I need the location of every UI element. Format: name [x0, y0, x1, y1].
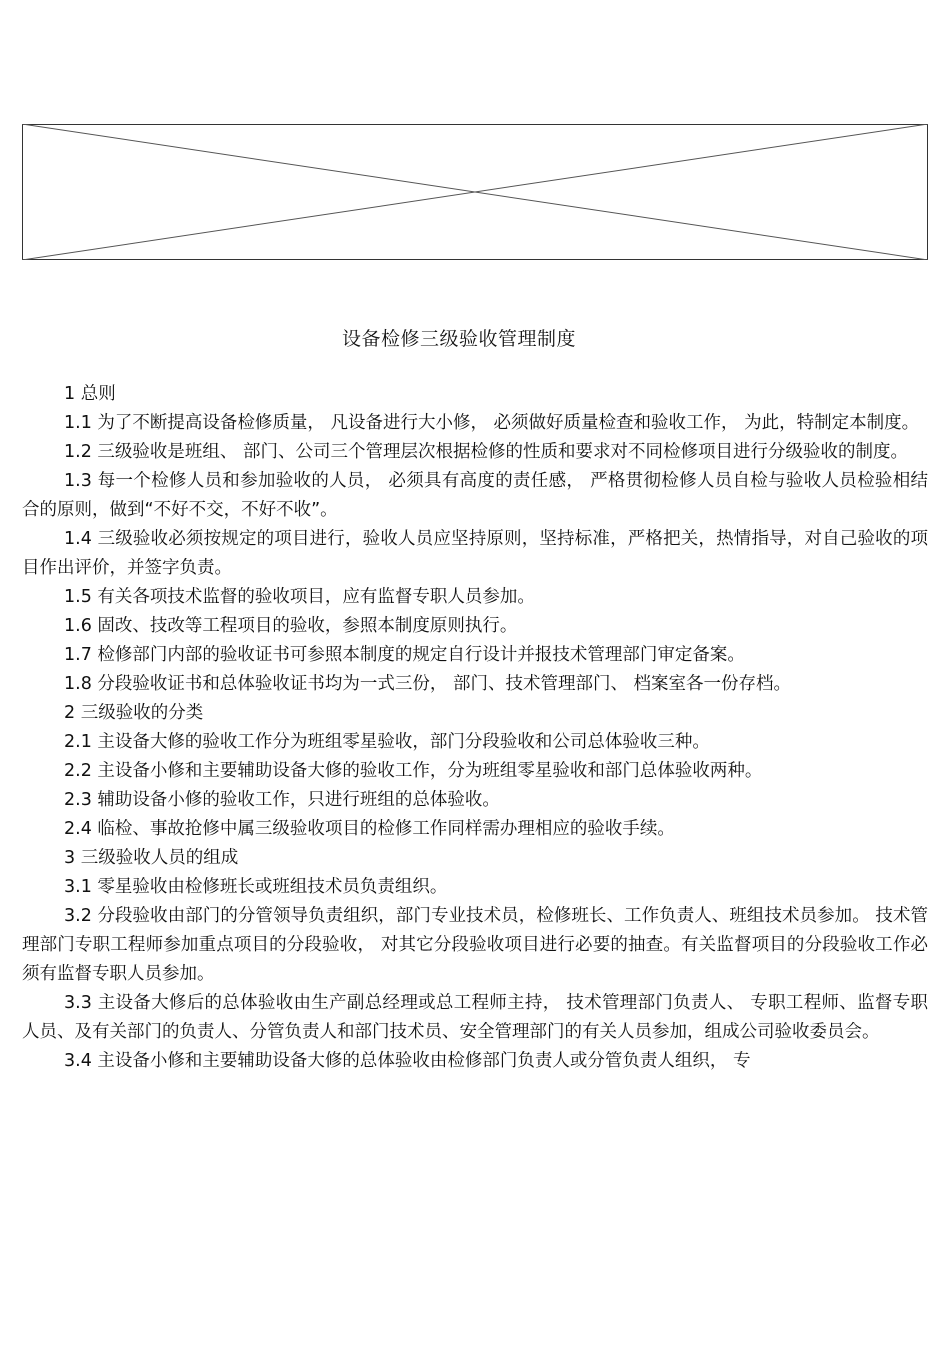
body-paragraph: 1.7 检修部门内部的验收证书可参照本制度的规定自行设计并报技术管理部门审定备案。 — [64, 645, 745, 665]
body-paragraph: 1.3 每一个检修人员和参加验收的人员， 必须具有高度的责任感， 严格贯彻检修人员自检与验收人员检验相结合的原则，做到“不好不交，不好不收”。 — [22, 471, 928, 520]
body-paragraph: 1.8 分段验收证书和总体验收证书均为一式三份， 部门、技术管理部门、 档案室各一份存档。 — [64, 674, 792, 694]
body-paragraph: 3.3 主设备大修后的总体验收由生产副总经理或总工程师主持， 技术管理部门负责人、 专职工程师、监督专职人员、及有关部门的负责人、分管负责人和部门技术员、安全管理部门的有关人员参加，组成公司验收委员会。 — [22, 993, 928, 1042]
body-paragraph: 1.4 三级验收必须按规定的项目进行，验收人员应坚持原则，坚持标准，严格把关，热情指导，对自己验收的项目作出评价，并签字负责。 — [22, 529, 928, 578]
body-paragraph: 2.4 临检、事故抢修中属三级验收项目的检修工作同样需办理相应的验收手续。 — [64, 819, 675, 839]
body-paragraph: 2.3 辅助设备小修的验收工作，只进行班组的总体验收。 — [64, 790, 500, 810]
body-paragraph: 1.6 固改、技改等工程项目的验收，参照本制度原则执行。 — [64, 616, 518, 636]
body-paragraph: 1.5 有关各项技术监督的验收项目，应有监督专职人员参加。 — [64, 587, 535, 607]
section-heading: 3 三级验收人员的组成 — [64, 848, 239, 868]
body-paragraph: 1.1 为了不断提高设备检修质量， 凡设备进行大小修， 必须做好质量检查和验收工作， 为此，特制定本制度。 — [64, 413, 920, 433]
body-paragraph: 3.2 分段验收由部门的分管领导负责组织，部门专业技术员，检修班长、工作负责人、班组技术员参加。 技术管理部门专职工程师参加重点项目的分段验收， 对其它分段验收项目进行必要的抽查。有关监督项目的分段验收工作必须有监督专职人员参加。 — [22, 906, 928, 984]
page-title: 设备检修三级验收管理制度 — [341, 328, 576, 350]
body-paragraph: 3.4 主设备小修和主要辅助设备大修的总体验收由检修部门负责人或分管负责人组织， 专 — [64, 1051, 751, 1071]
body-paragraph: 2.1 主设备大修的验收工作分为班组零星验收，部门分段验收和公司总体验收三种。 — [64, 732, 710, 752]
image-placeholder-graphic — [22, 124, 928, 260]
section-heading: 1 总则 — [64, 384, 116, 404]
image-placeholder — [22, 124, 928, 260]
body-paragraph: 3.1 零星验收由检修班长或班组技术员负责组织。 — [64, 877, 448, 897]
section-heading: 2 三级验收的分类 — [64, 703, 204, 723]
document-body — [22, 380, 928, 1076]
body-paragraph: 2.2 主设备小修和主要辅助设备大修的验收工作，分为班组零星验收和部门总体验收两种。 — [64, 761, 763, 781]
body-paragraph: 1.2 三级验收是班组、 部门、公司三个管理层次根据检修的性质和要求对不同检修项目进行分级验收的制度。 — [64, 442, 908, 462]
